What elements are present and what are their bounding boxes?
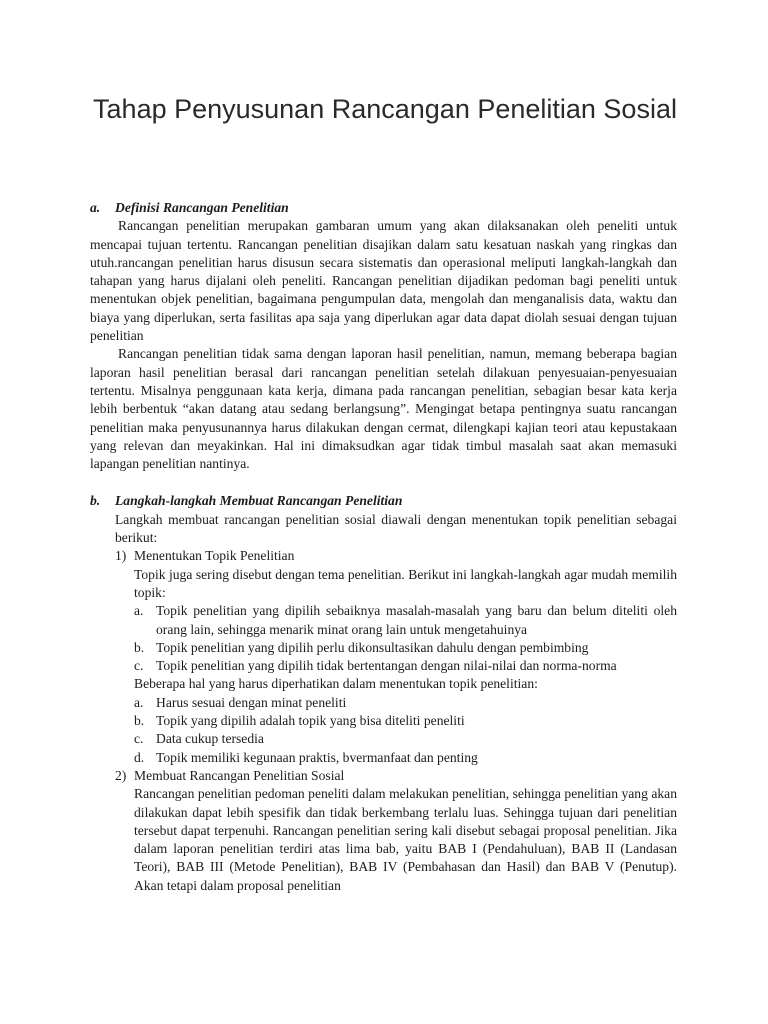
list-item-text: Data cukup tersedia [156,731,264,747]
page-title: Tahap Penyusunan Rancangan Penelitian Sosial [93,94,677,124]
list-item-text: Topik memiliki kegunaan praktis, bvermanfaat dan penting [156,749,478,765]
list-item [134,602,677,639]
topic-criteria-list [134,602,677,675]
section-a-letter: a. [90,200,101,215]
step-1-number: 1) [115,548,127,564]
step-1-title: Menentukan Topik Penelitian [134,548,295,564]
list-item-letter: b. [134,639,145,655]
section-a-title: Definisi Rancangan Penelitian [115,200,289,215]
step-2 [115,767,677,895]
section-b-intro: Langkah membuat rancangan penelitian sosial diawali dengan menentukan topik penelitian sebagai berikut: [115,511,677,546]
step-1-body [134,547,677,767]
list-item [134,712,677,730]
step-2-text: Rancangan penelitian pedoman peneliti dalam melakukan penelitian, sehingga penelitian yang akan dilakukan dapat lebih spesifik dan tidak berkembang terlalu luas. Sehingga tujuan dari penelitian tersebut dapat terpenuhi. Rancangan penelitian sering kali disebut sebagai proposal penelitian. Jika dalam laporan penelitian terdiri atas lima bab, yaitu BAB I (Pendahuluan), BAB II (Landasan Teori), BAB III (Metode Penelitian), BAB IV (Pembahasan dan Hasil) dan BAB V (Penutup). Akan tetapi dalam proposal penelitian [134,786,677,893]
list-item-text: Topik penelitian yang dipilih perlu dikonsultasikan dahulu dengan pembimbing [156,639,589,655]
step-2-number: 2) [115,767,127,783]
list-item-letter: c. [134,658,144,674]
step-2-body [134,767,677,895]
step-2-title: Membuat Rancangan Penelitian Sosial [134,767,345,783]
list-item-letter: b. [134,713,145,729]
step-1-text-2: Beberapa hal yang harus diperhatikan dalam menentukan topik penelitian: [134,676,538,692]
list-item [134,730,677,748]
list-item-text: Topik penelitian yang dipilih sebaiknya masalah-masalah yang baru dan belum diteliti oleh orang lain, sehingga menarik minat orang lain untuk mengetahuinya [156,603,677,637]
section-b-heading [90,492,677,510]
section-b-title: Langkah-langkah Membuat Rancangan Penelitian [115,493,403,509]
step-1 [115,547,677,767]
list-item-text: Topik penelitian yang dipilih tidak bertentangan dengan nilai-nilai dan norma-norma [156,658,617,674]
section-a-paragraph-2: Rancangan penelitian tidak sama dengan laporan hasil penelitian, namun, memang beberapa bagian laporan hasil penelitian berasal dari rancangan penelitian setelah dilakuan penyesuaian-penyesuaian tertentu. Misalnya penggunaan kata kerja, dimana pada rancangan penelitian, sebagian besar kata kerja lebih berbentuk “akan datang atau sedang berlangsung”. Mengingat betapa pentingnya suatu rancangan penelitian maka penyusunannya harus dilakukan dengan cermat, dilengkapi kajian teori atau kepustakaan yang relevan dan meyakinkan. Hal ini dimaksudkan agar tidak timbul masalah saat akan memasuki lapangan penelitian nantinya. [90,346,677,472]
list-item-letter: d. [134,749,145,765]
document-body [90,199,677,895]
topic-considerations-list [134,694,677,767]
list-item-letter: a. [134,694,144,710]
list-item [134,694,677,712]
section-b-content [90,511,677,895]
list-item-text: Topik yang dipilih adalah topik yang bisa diteliti peneliti [156,713,465,729]
section-b-letter: b. [90,493,101,509]
list-item [134,639,677,657]
list-item [134,657,677,675]
list-item-letter: c. [134,731,144,747]
list-item [134,749,677,767]
list-item-letter: a. [134,603,144,619]
step-1-text: Topik juga sering disebut dengan tema penelitian. Berikut ini langkah-langkah agar mudah memilih topik: [134,566,677,600]
list-item-text: Harus sesuai dengan minat peneliti [156,694,347,710]
section-a-paragraph-1: Rancangan penelitian merupakan gambaran umum yang akan dilaksanakan oleh peneliti untuk mencapai tujuan tertentu. Rancangan penelitian disajikan dalam satu kesatuan naskah yang ringkas dan utuh.rancangan penelitian harus disusun secara sistematis dan operasional meliputi langkah-langkah dan tahapan yang harus dijalani oleh peneliti. Rancangan penelitian dijadikan pedoman bagi peneliti untuk menentukan objek penelitian, bagaimana pengumpulan data, mengolah dan menganalisis data, waktu dan biaya yang diperlukan, serta fasilitas apa saja yang diperlukan agar data dapat diolah sesuai dengan tujuan penelitian [90,218,677,344]
section-a-heading [90,199,677,217]
